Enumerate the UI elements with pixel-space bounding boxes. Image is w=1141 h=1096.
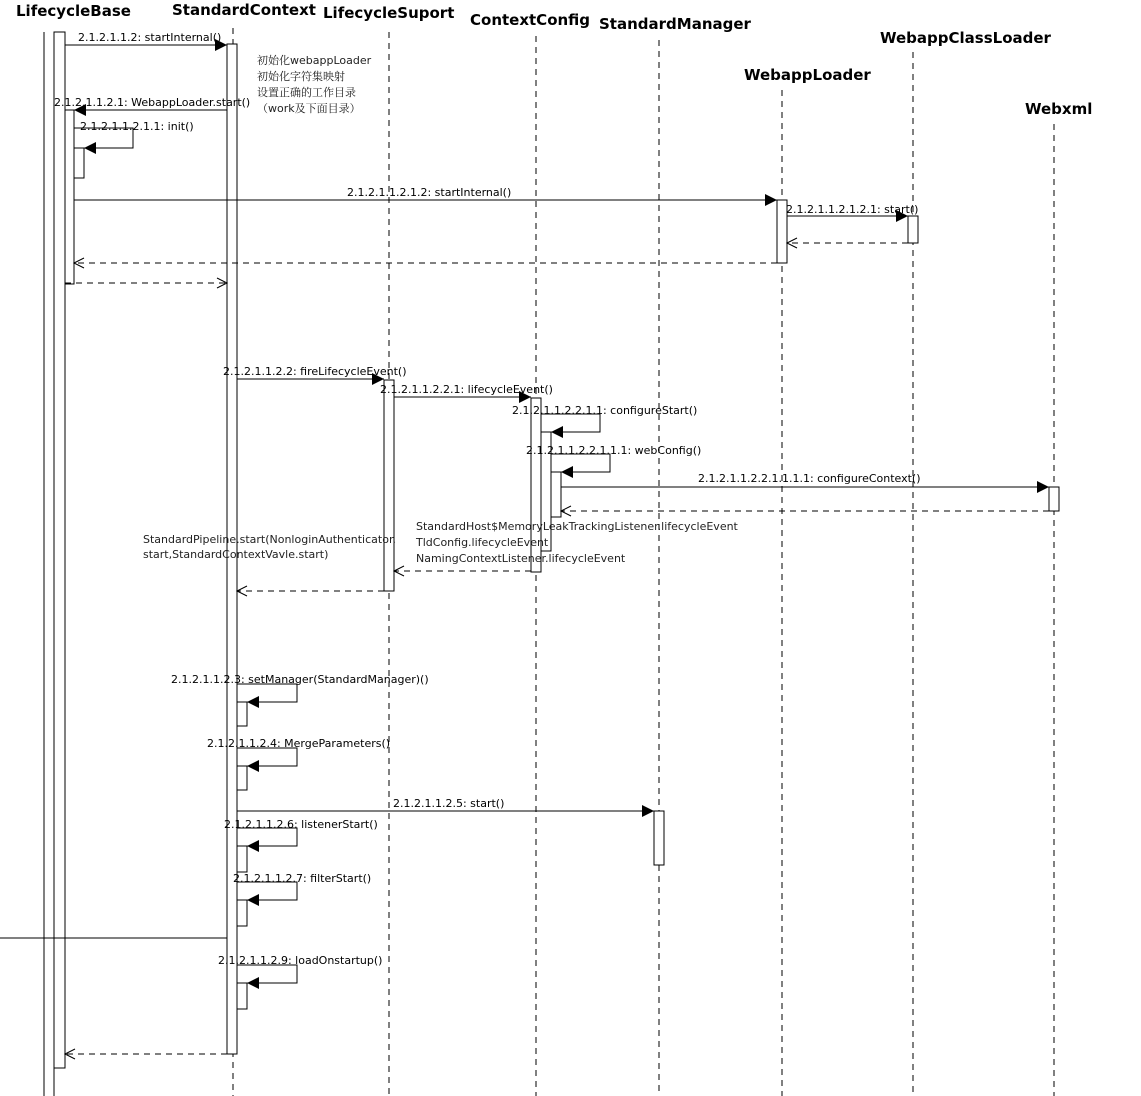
- label-configurestart: 2.1.2.1.1.2.2.1.1: configureStart(): [512, 404, 698, 417]
- label-webapploader-start: 2.1.2.1.1.2.1: WebappLoader.start(): [54, 96, 251, 109]
- activation-listenerstart: [237, 846, 247, 872]
- activation-lifecyclesuport: [384, 380, 394, 591]
- note-loader-line-1: 初始化webappLoader: [257, 54, 372, 67]
- note-loader-line-2: 初始化字符集映射: [257, 70, 345, 83]
- label-webconfig: 2.1.2.1.1.2.2.1.1.1: webConfig(): [526, 444, 702, 457]
- label-setmanager: 2.1.2.1.1.2.3: setManager(StandardManager)(): [171, 673, 429, 686]
- activation-init: [74, 148, 84, 178]
- note-listener-line-1: StandardHost$MemoryLeakTrackingListener.lifecycleEvent: [416, 520, 738, 533]
- participant-lifecyclesuport: LifecycleSuport: [323, 4, 455, 22]
- label-init: 2.1.2.1.1.2.1.1: init(): [80, 120, 194, 133]
- participant-standardmanager: StandardManager: [599, 15, 751, 33]
- label-filterstart: 2.1.2.1.1.2.7: filterStart(): [233, 872, 372, 885]
- label-firelifecycleevent: 2.1.2.1.1.2.2: fireLifecycleEvent(): [223, 365, 407, 378]
- activation-filterstart: [237, 900, 247, 926]
- note-loader-line-3: 设置正确的工作目录: [257, 86, 356, 99]
- message-setmanager-arrow: [237, 684, 297, 702]
- participant-contextconfig: ContextConfig: [470, 11, 591, 29]
- label-lifecycleevent: 2.1.2.1.1.2.2.1: lifecycleEvent(): [380, 383, 553, 396]
- label-listenerstart: 2.1.2.1.1.2.6: listenerStart(): [224, 818, 378, 831]
- activation-lifecyclebase-nested: [65, 110, 74, 284]
- note-loader-line-4: （work及下面目录）: [257, 102, 361, 115]
- message-loadonstartup-arrow: [237, 965, 297, 983]
- participant-webappclassloader: WebappClassLoader: [880, 29, 1051, 47]
- activation-standardmanager: [654, 811, 664, 865]
- participant-webapploader: WebappLoader: [744, 66, 871, 84]
- participant-webxml: Webxml: [1025, 100, 1093, 118]
- participant-standardcontext: StandardContext: [172, 1, 316, 19]
- label-start-internal: 2.1.2.1.1.2: startInternal(): [78, 31, 222, 44]
- label-configurecontext: 2.1.2.1.1.2.2.1.1.1.1: configureContext(): [698, 472, 921, 485]
- label-loader-startinternal: 2.1.2.1.1.2.1.2: startInternal(): [347, 186, 512, 199]
- activation-loadonstartup: [237, 983, 247, 1009]
- activation-lifecyclebase: [54, 32, 65, 1068]
- note-listener-line-2: TldConfig.lifecycleEvent: [416, 536, 549, 549]
- label-mergeparameters: 2.1.2.1.1.2.4: MergeParameters(): [207, 737, 391, 750]
- note-pipeline-line-2: start,StandardContextVavle.start): [143, 548, 329, 561]
- label-manager-start: 2.1.2.1.1.2.5: start(): [393, 797, 505, 810]
- activation-webconfig: [551, 472, 561, 517]
- note-pipeline-line-1: StandardPipeline.start(NonloginAuthenticator.: [143, 533, 396, 546]
- activation-webappclassloader: [908, 216, 918, 243]
- participant-lifecyclebase: LifecycleBase: [16, 2, 131, 20]
- activation-mergeparameters: [237, 766, 247, 790]
- note-listener-line-3: NamingContextListener.lifecycleEvent: [416, 552, 626, 565]
- label-loadonstartup: 2.1.2.1.1.2.9: loadOnstartup(): [218, 954, 383, 967]
- label-classloader-start: 2.1.2.1.1.2.1.2.1: start(): [786, 203, 919, 216]
- activation-webxml: [1049, 487, 1059, 511]
- message-mergeparameters-arrow: [237, 748, 297, 766]
- activation-setmanager: [237, 702, 247, 726]
